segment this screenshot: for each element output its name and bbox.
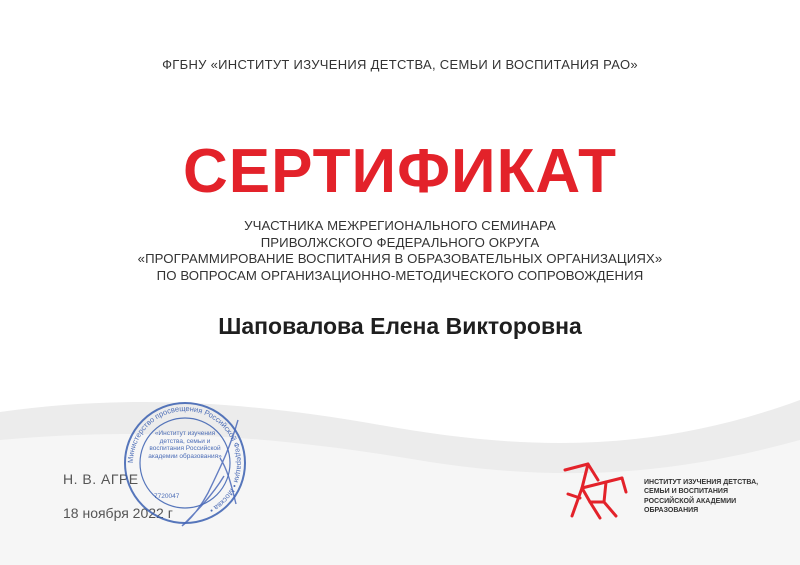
subtitle-line: «ПРОГРАММИРОВАНИЕ ВОСПИТАНИЯ В ОБРАЗОВАТЕЛЬНЫХ ОРГАНИЗАЦИЯХ» (137, 251, 663, 266)
certificate-title: СЕРТИФИКАТ (183, 137, 617, 206)
stamp-number: 7720047 (154, 493, 180, 500)
subtitle-line: УЧАСТНИКА МЕЖРЕГИОНАЛЬНОГО СЕМИНАРА (244, 218, 556, 233)
logo-caption (644, 478, 758, 516)
official-stamp (120, 398, 250, 528)
institute-logo-icon (560, 458, 635, 520)
organization-header: ФГБНУ «ИНСТИТУТ ИЗУЧЕНИЯ ДЕТСТВА, СЕМЬИ И ВОСПИТАНИЯ РАО» (162, 57, 638, 72)
logo-line: СЕМЬИ И ВОСПИТАНИЯ (644, 488, 728, 496)
subtitle-line: ПРИВОЛЖСКОГО ФЕДЕРАЛЬНОГО ОКРУГА (260, 234, 540, 250)
signer-name: Н. В. АГРЕ (63, 471, 139, 487)
issue-date: 18 ноября 2022 г (63, 505, 173, 521)
subtitle-line: ПО ВОПРОСАМ ОРГАНИЗАЦИОННО-МЕТОДИЧЕСКОГО СОПРОВОЖДЕНИЯ (156, 267, 644, 283)
stamp-ring-text: Министерство просвещения Российской Федерации • Москва • (125, 403, 245, 516)
recipient-name: Шаповалова Елена Викторовна (218, 313, 582, 339)
logo-line: ОБРАЗОВАНИЯ (644, 507, 699, 515)
logo-line: РОССИЙСКОЙ АКАДЕМИИ (644, 497, 737, 505)
logo-line: ИНСТИТУТ ИЗУЧЕНИЯ ДЕТСТВА, (644, 479, 759, 486)
stamp-center-text: «Институт изучения детства, семьи и воспитания Российской академии образования» (148, 430, 222, 460)
certificate-subtitle (0, 218, 800, 284)
